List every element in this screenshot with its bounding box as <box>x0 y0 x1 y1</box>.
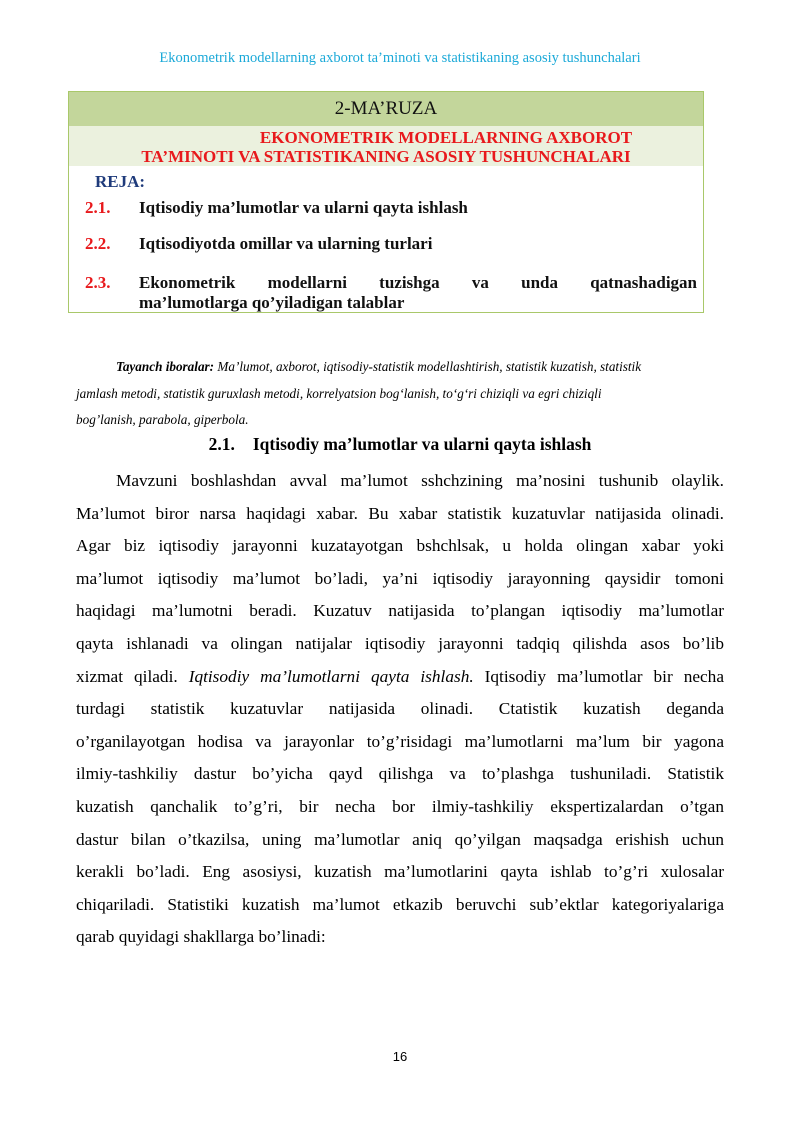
paragraph-line: ilmiy-tashkiliy dastur bo’yicha qayd qilishga va to’plashga tushuniladi. Statistik <box>76 764 724 784</box>
section-heading <box>0 434 800 455</box>
paragraph-line: Ma’lumot biror narsa haqidagi xabar. Bu xabar statistik kuzatuvlar natijasida olinadi. <box>76 503 724 523</box>
plan-item-number: 2.3. <box>85 273 111 292</box>
paragraph-line: dastur bilan o’tkazilsa, uning ma’lumotlar aniq qo’yilgan maqsadga erishish uchun <box>76 829 724 849</box>
body-paragraph <box>76 465 724 954</box>
lecture-label: 2-MA’RUZA <box>69 92 703 126</box>
keywords <box>76 354 724 434</box>
page-number: 16 <box>392 1049 408 1064</box>
plan-item-text <box>139 273 697 313</box>
paragraph-line: Agar biz iqtisodiy jarayonni kuzatayotgan bshchlsak, u holda olingan xabar yoki <box>76 536 724 556</box>
paragraph-line: ma’lumot iqtisodiy ma’lumot bo’ladi, ya’ni iqtisodiy jarayonning qaysidir tomoni <box>76 568 724 588</box>
plan-item-text-line1: Ekonometrik modellarni tuzishga va unda qatnashadigan <box>139 273 697 292</box>
paragraph-line: kerakli bo’ladi. Eng asosiysi, kuzatish ma’lumotlarini qayta ishlab to’g’ri xulosalar <box>76 862 724 882</box>
keywords-line2: jamlash metodi, statistik guruxlash metodi, korrelyatsion bog‘lanish, to‘g‘ri chiziqli va egri chiziqli <box>76 385 602 401</box>
paragraph-line: o’rganilayotgan hodisa va jarayonlar to’g’risidagi ma’lumotlarni ma’lum bir yagona <box>76 731 724 751</box>
plan-item-number: 2.2. <box>85 234 111 253</box>
lecture-title-line2: TA’MINOTI VA STATISTIKANING ASOSIY TUSHUNCHALARI <box>141 147 631 166</box>
plan-label: REJA: <box>95 172 146 191</box>
lecture-title-line1: EKONOMETRIK MODELLARNING AXBOROT <box>259 128 633 147</box>
paragraph-line: qayta ishlanadi va olingan natijalar iqtisodiy jarayonni tadqiq qilishda asos bo’lib <box>76 633 724 653</box>
keywords-line3: bog’lanish, parabola, giperbola. <box>76 412 249 427</box>
plan-item-text: Iqtisodiyotda omillar va ularning turlari <box>139 234 433 253</box>
keywords-line1 <box>76 354 724 381</box>
paragraph-line: turdagi statistik kuzatuvlar natijasida olinadi. Ctatistik kuzatish deganda <box>76 699 724 719</box>
paragraph-line <box>76 661 724 694</box>
paragraph-line-italic: Iqtisodiy ma’lumotlarni qayta ishlash. <box>188 666 474 686</box>
paragraph-line: kuzatish qanchalik to’g’ri, bir necha bor ilmiy-tashkiliy ekspertizalardan o’tgan <box>76 796 724 816</box>
paragraph-line-suffix: Iqtisodiy ma’lumotlar bir necha <box>473 666 724 686</box>
paragraph-line: haqidagi ma’lumotni beradi. Kuzatuv natijasida to’plangan iqtisodiy ma’lumotlar <box>76 601 724 621</box>
lecture-title <box>69 126 703 166</box>
section-title: Iqtisodiy ma’lumotlar va ularni qayta ishlash <box>252 434 592 454</box>
section-number: 2.1. <box>208 434 235 454</box>
keywords-label: Tayanch iboralar: <box>116 359 215 374</box>
paragraph-line: Mavzuni boshlashdan avval ma’lumot sshchzining ma’nosini tushunib olaylik. <box>116 471 724 490</box>
paragraph-line: chiqariladi. Statistiki kuzatish ma’lumot etkazib beruvchi sub’ektlar kategoriyalariga <box>76 894 724 914</box>
paragraph-line-prefix: xizmat qiladi. <box>76 666 189 686</box>
plan-item-text-line2: ma’lumotlarga qo’yiladigan talablar <box>139 293 405 312</box>
keywords-text: Ma’lumot, axborot, iqtisodiy-statistik modellashtirish, statistik kuzatish, statistik <box>214 359 642 374</box>
lecture-plan-box <box>68 91 704 313</box>
plan-item-number: 2.1. <box>85 198 111 217</box>
plan-item-text: Iqtisodiy ma’lumotlar va ularni qayta ishlash <box>139 198 468 217</box>
paragraph-line: qarab quyidagi shakllarga bo’linadi: <box>76 927 326 947</box>
running-header: Ekonometrik modellarning axborot ta’minoti va statistikaning asosiy tushunchalari <box>159 50 641 66</box>
